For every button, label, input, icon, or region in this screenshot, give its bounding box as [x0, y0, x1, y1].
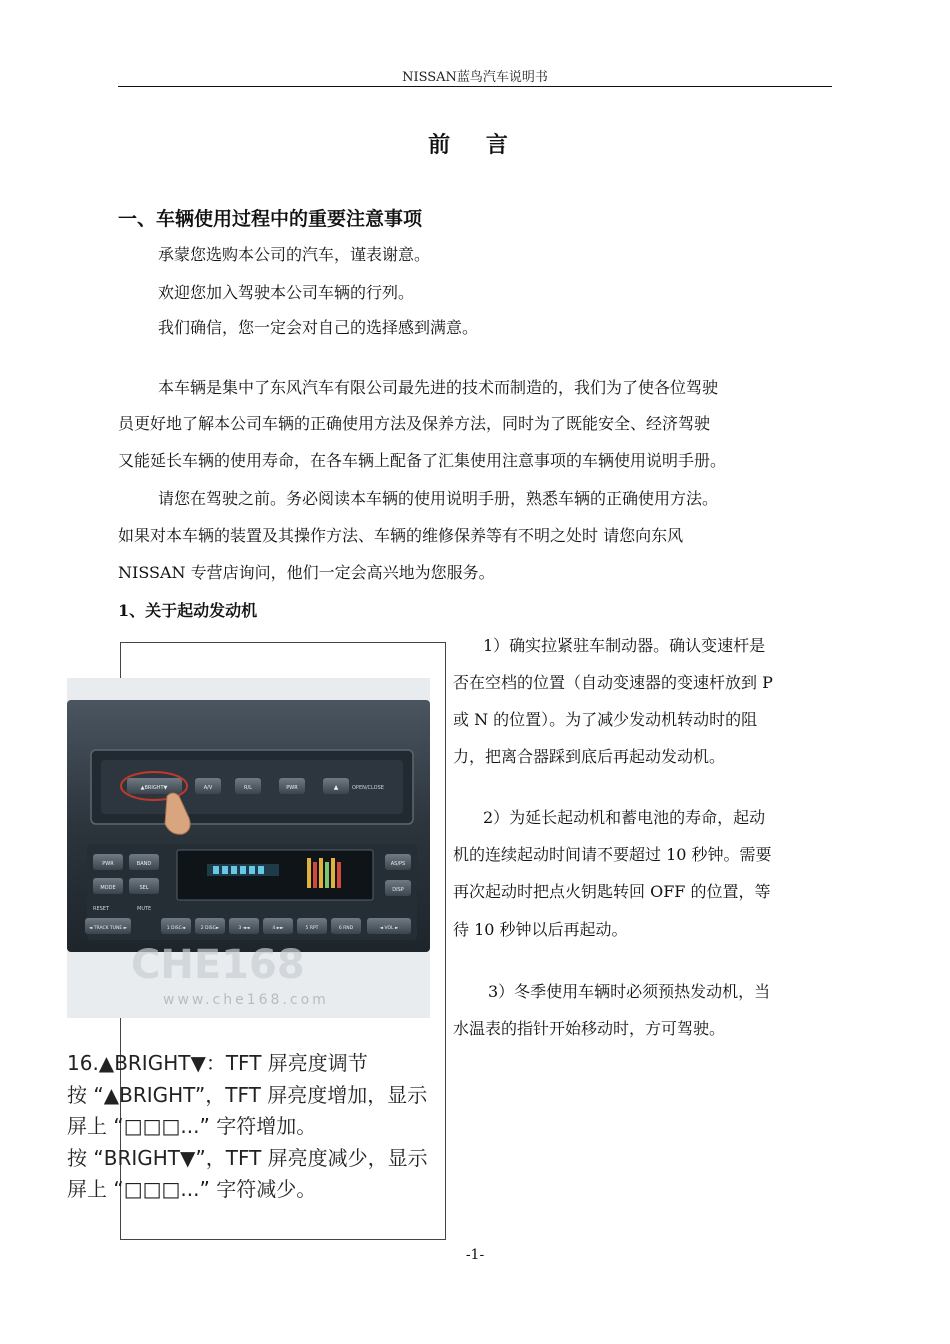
track-tune-label: ◄ TRACK TUNE ► [88, 926, 128, 931]
preset-2-label: 2 DISC► [200, 926, 220, 931]
paragraph-line: 如果对本车辆的装置及其操作方法、车辆的维修保养等有不明之处时 请您向东风 [118, 526, 684, 545]
instruction-line: 3）冬季使用车辆时必须预热发动机，当 [488, 982, 771, 1001]
mute-label: MUTE [137, 906, 152, 912]
header-rule [118, 86, 832, 87]
preset-1-label: 1 DISC◄ [166, 926, 186, 931]
preset-5-label: 5 RPT [305, 926, 319, 931]
sel-button-label: SEL [139, 885, 149, 891]
preset-4-label: 4 ►► [272, 926, 284, 931]
paragraph-line: 又能延长车辆的使用寿命，在各车辆上配备了汇集使用注意事项的车辆使用说明手册。 [118, 451, 727, 470]
instruction-line: 或 N 的位置）。为了减少发动机转动时的阻 [453, 710, 758, 729]
band-button-label: BAND [136, 861, 152, 867]
bright-button-label: ▲BRIGHT▼ [140, 785, 168, 791]
instruction-line: 机的连续起动时间请不要超过 10 秒钟。需要 [453, 845, 772, 864]
caption-line: 按 “▲BRIGHT”，TFT 屏亮度增加，显示 [67, 1082, 428, 1107]
instruction-line: 1）确实拉紧驻车制动器。确认变速杆是 [483, 636, 766, 655]
intro-line-1: 承蒙您选购本公司的汽车，谨表谢意。 [158, 245, 431, 264]
preset-6-label: 6 RND [338, 926, 354, 931]
open-close-label: OPEN/CLOSE [352, 785, 384, 791]
av-button-label: A/V [203, 785, 213, 791]
intro-line-3: 我们确信，您一定会对自己的选择感到满意。 [158, 318, 479, 337]
instruction-line: 力，把离合器踩到底后再起动发动机。 [453, 747, 726, 766]
paragraph-line: NISSAN 专营店询问，他们一定会高兴地为您服务。 [118, 563, 495, 582]
disp-label: DISP [392, 887, 404, 893]
reset-label: RESET [93, 906, 110, 912]
instruction-line: 否在空档的位置（自动变速器的变速杆放到 P [453, 673, 773, 692]
radio-panel-photo [67, 678, 430, 1018]
preset-3-label: 3 ◄◄ [238, 926, 250, 931]
instruction-line: 再次起动时把点火钥匙转回 OFF 的位置，等 [453, 882, 771, 901]
mode-button-label: MODE [100, 885, 116, 891]
caption-line: 屏上 “□□□...” 字符减少。 [67, 1177, 317, 1201]
paragraph-line: 员更好地了解本公司车辆的正确使用方法及保养方法，同时为了既能安全、经济驾驶 [118, 414, 711, 433]
pwr-button-top-label: PWR [286, 785, 298, 791]
pwr-button-label: PWR [102, 861, 114, 867]
subsection-heading: 1、关于起动发动机 [118, 601, 258, 620]
as-ps-label: AS/PS [390, 861, 406, 867]
section-heading: 一、车辆使用过程中的重要注意事项 [118, 208, 423, 230]
instruction-line: 2）为延长起动机和蓄电池的寿命，起动 [483, 808, 766, 827]
page-number: -1- [465, 1247, 485, 1263]
watermark-url: www.che168.com [163, 992, 329, 1008]
rl-button-label: R/L [244, 785, 252, 791]
caption-line: 屏上 “□□□...” 字符增加。 [67, 1114, 317, 1138]
instruction-line: 待 10 秒钟以后再起动。 [453, 920, 628, 939]
instruction-line: 水温表的指针开始移动时，方可驾驶。 [453, 1019, 726, 1038]
paragraph-line: 本车辆是集中了东风汽车有限公司最先进的技术而制造的，我们为了使各位驾驶 [158, 378, 719, 397]
eject-button-label: ▲ [333, 784, 339, 791]
paragraph-line: 请您在驾驶之前。务必阅读本车辆的使用说明手册，熟悉车辆的正确使用方法。 [158, 489, 719, 508]
caption-line: 按 “BRIGHT▼”，TFT 屏亮度减少，显示 [67, 1145, 428, 1170]
volume-label: ◄ VOL ► [379, 926, 399, 931]
page-title: 前 言 [428, 132, 522, 158]
watermark-logo: CHE168 [131, 942, 305, 988]
caption-line: 16.▲BRIGHT▼：TFT 屏亮度调节 [67, 1051, 368, 1075]
running-header: NISSAN蓝鸟汽车说明书 [402, 70, 548, 85]
intro-line-2: 欢迎您加入驾驶本公司车辆的行列。 [158, 283, 415, 302]
figure-caption [67, 1048, 447, 1206]
